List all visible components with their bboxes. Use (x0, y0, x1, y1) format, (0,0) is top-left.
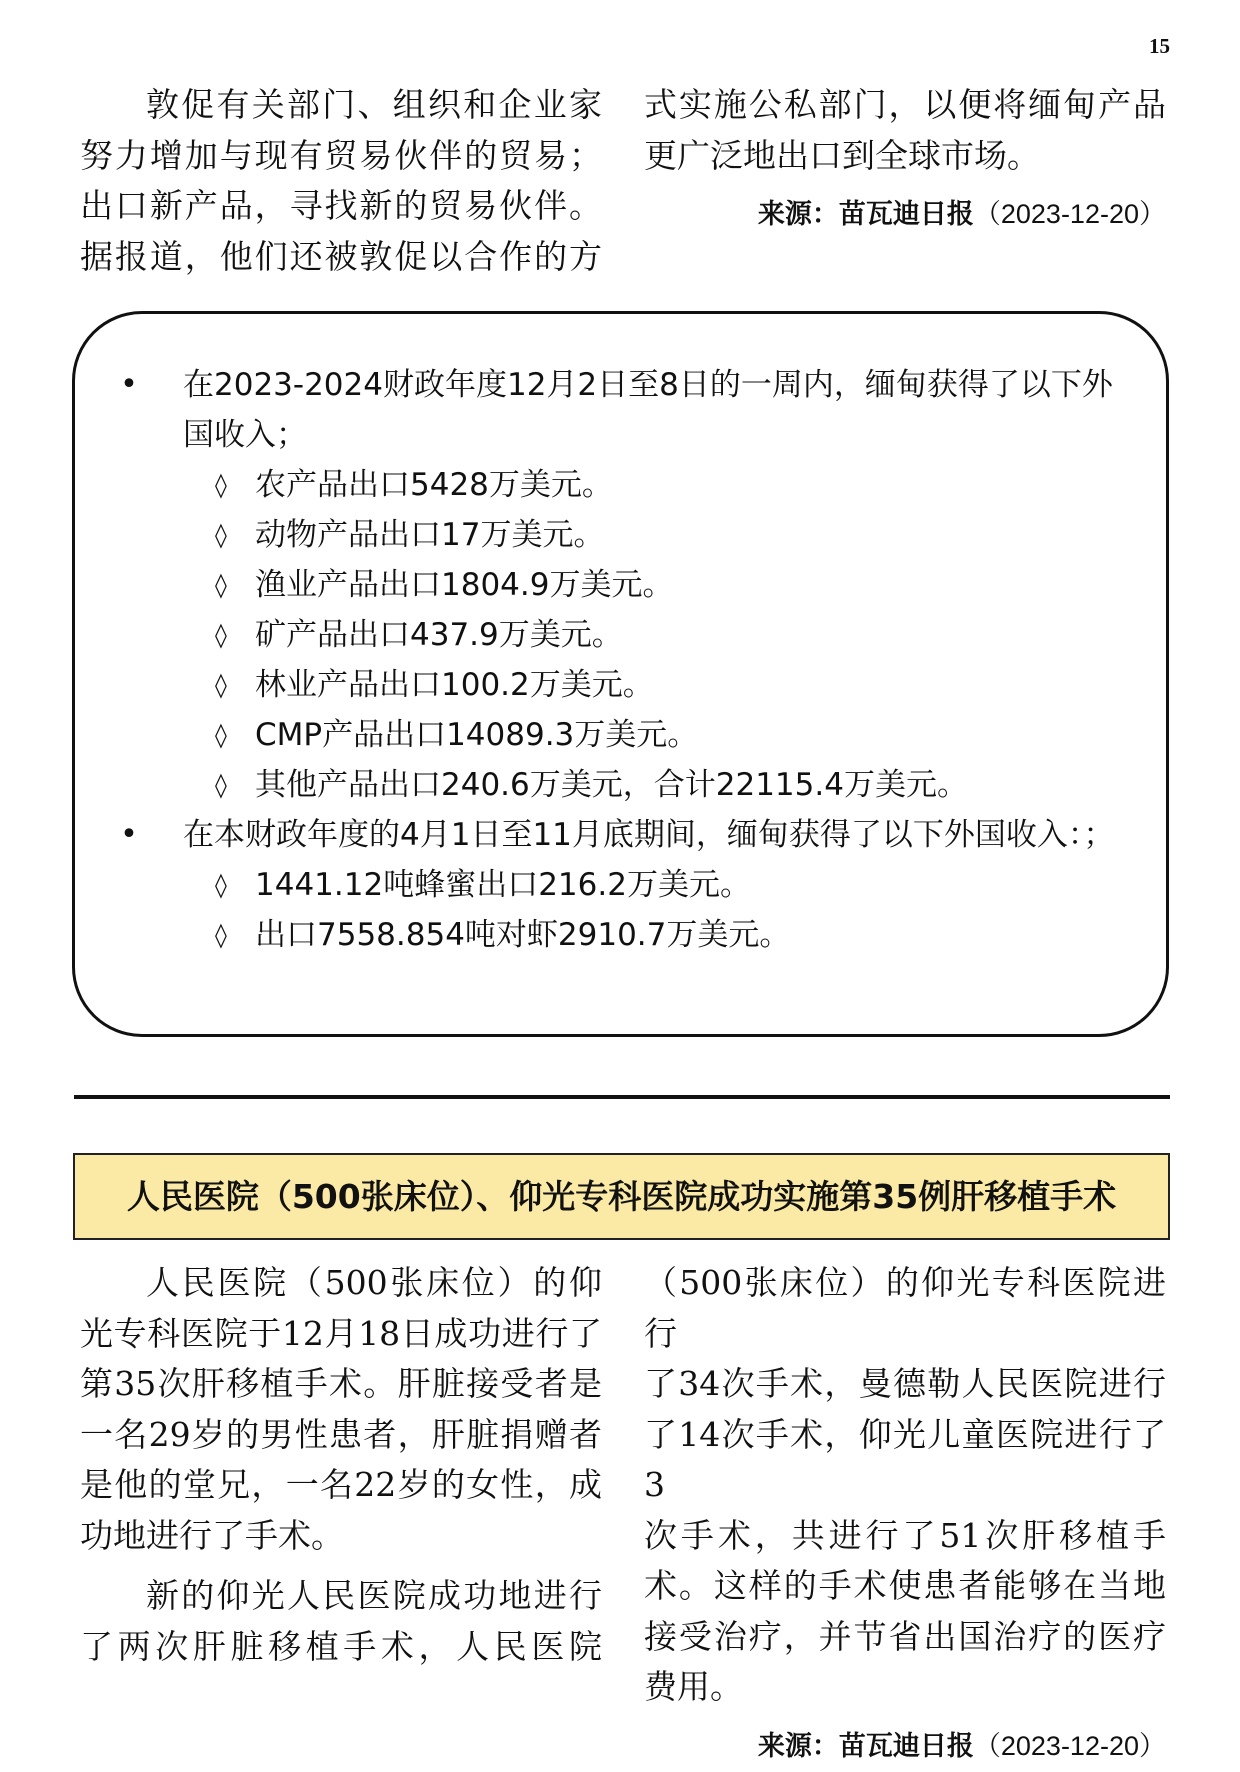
diamond-icon: ◊ (215, 510, 227, 560)
text-line: （500张床位）的仰光专科医院进行 (644, 1258, 1166, 1359)
bullet-icon: • (115, 360, 143, 410)
diamond-icon: ◊ (215, 860, 227, 910)
source-label: 来源：苗瓦迪日报 (758, 199, 974, 230)
source-date: （2023-12-20） (974, 1731, 1166, 1761)
sub-list-item (115, 560, 1126, 610)
diamond-icon: ◊ (215, 710, 227, 760)
sub-list-item (115, 610, 1126, 660)
text-line: 式实施公私部门，以便将缅甸产品 (644, 80, 1166, 131)
text-line: 据报道，他们还被敦促以合作的方 (80, 232, 602, 283)
sub-item-text: 矿产品出口437.9万美元。 (255, 617, 623, 653)
diamond-icon: ◊ (215, 460, 227, 510)
text-line: 接受治疗，并节省出国治疗的医疗 (644, 1612, 1166, 1663)
sub-list-item (115, 860, 1126, 910)
sub-item-text: 其他产品出口240.6万美元，合计22115.4万美元。 (255, 767, 968, 803)
sub-item-text: 动物产品出口17万美元。 (255, 517, 604, 553)
text-line: 了14次手术，仰光儿童医院进行了3 (644, 1410, 1166, 1511)
top-article-right-column (644, 80, 1166, 241)
text-line: 了34次手术，曼德勒人民医院进行 (644, 1359, 1166, 1410)
sub-list-item (115, 510, 1126, 560)
diamond-icon: ◊ (215, 560, 227, 610)
article-source (644, 189, 1166, 241)
sub-item-text: 林业产品出口100.2万美元。 (255, 667, 654, 703)
bullet-text: 在本财政年度的4月1日至11月底期间，缅甸获得了以下外国收入：； (183, 817, 1114, 853)
text-line: 费用。 (644, 1662, 1166, 1713)
sub-list (115, 860, 1126, 960)
sub-list-item (115, 460, 1126, 510)
article-source (644, 1721, 1166, 1772)
text-line: 一名29岁的男性患者，肝脏捐赠者 (80, 1410, 602, 1461)
bullet-icon: • (115, 810, 143, 860)
diamond-icon: ◊ (215, 760, 227, 810)
sub-item-text: 出口7558.854吨对虾2910.7万美元。 (255, 917, 790, 953)
sub-item-text: 农产品出口5428万美元。 (255, 467, 613, 503)
text-line: 敦促有关部门、组织和企业家 (80, 80, 602, 131)
bullet-item (115, 810, 1126, 860)
text-line: 更广泛地出口到全球市场。 (644, 131, 1166, 182)
bottom-article-left-column (80, 1258, 602, 1672)
text-line: 出口新产品，寻找新的贸易伙伴。 (80, 181, 602, 232)
diamond-icon: ◊ (215, 660, 227, 710)
bullet-text: 在2023-2024财政年度12月2日至8日的一周内，缅甸获得了以下外国收入； (183, 367, 1113, 453)
source-date: （2023-12-20） (974, 199, 1166, 229)
page-number: 15 (1130, 34, 1170, 59)
sub-item-text: 渔业产品出口1804.9万美元。 (255, 567, 673, 603)
bullet-item (115, 360, 1126, 460)
sub-item-text: 1441.12吨蜂蜜出口216.2万美元。 (255, 867, 751, 903)
sub-list-item (115, 910, 1126, 960)
sub-list (115, 460, 1126, 810)
article-headline: 人民医院（500张床位）、仰光专科医院成功实施第35例肝移植手术 (73, 1153, 1170, 1240)
diamond-icon: ◊ (215, 910, 227, 960)
sub-list-item (115, 760, 1126, 810)
export-revenue-box (72, 311, 1169, 1037)
source-label: 来源：苗瓦迪日报 (758, 1731, 974, 1762)
top-article-left-column (80, 80, 602, 282)
sub-item-text: CMP产品出口14089.3万美元。 (255, 717, 698, 753)
text-line: 术。这样的手术使患者能够在当地 (644, 1561, 1166, 1612)
text-line: 努力增加与现有贸易伙伴的贸易； (80, 131, 602, 182)
section-divider (74, 1095, 1170, 1099)
sub-list-item (115, 660, 1126, 710)
text-line: 次手术，共进行了51次肝移植手 (644, 1511, 1166, 1562)
text-line: 第35次肝移植手术。肝脏接受者是 (80, 1359, 602, 1410)
text-line: 光专科医院于12月18日成功进行了 (80, 1309, 602, 1360)
diamond-icon: ◊ (215, 610, 227, 660)
text-line: 了两次肝脏移植手术，人民医院 (80, 1622, 602, 1673)
sub-list-item (115, 710, 1126, 760)
text-line: 新的仰光人民医院成功地进行 (80, 1571, 602, 1622)
text-line: 功地进行了手术。 (80, 1511, 602, 1562)
text-line: 是他的堂兄，一名22岁的女性，成 (80, 1460, 602, 1511)
bottom-article-right-column (644, 1258, 1166, 1772)
text-line: 人民医院（500张床位）的仰 (80, 1258, 602, 1309)
